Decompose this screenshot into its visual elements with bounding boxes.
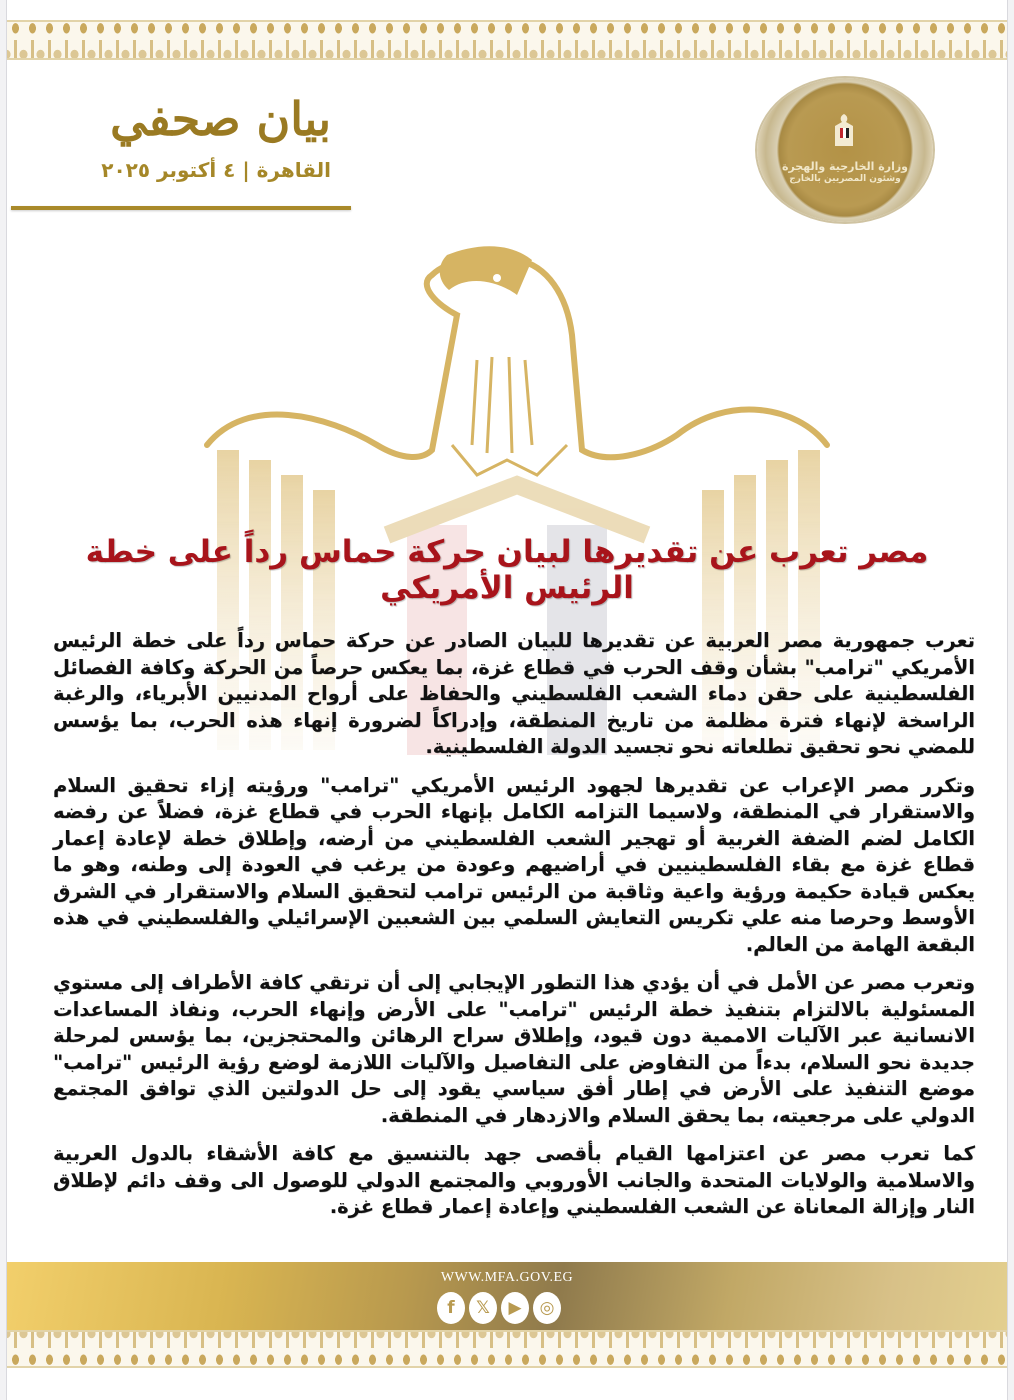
press-release-page [6, 0, 1008, 1400]
facebook-icon[interactable]: f [437, 1292, 465, 1324]
x-icon[interactable]: 𝕏 [469, 1292, 497, 1324]
paragraph: وتعرب مصر عن الأمل في أن يؤدي هذا التطور الإيجابي إلى أن ترتقي كافة الأطراف إلى مستوي المسئولية بالالتزام بتنفيذ خطة الرئيس "ترامب" على الأرض وإنهاء الحرب، ونفاذ المساعدات الانسانية عبر الآليات الاممية دون قيود، وإطلاق سراح الرهائن والمحتجزين، بما يؤسس لمرحلة جديدة نحو السلام، بدءاً من التفاوض على التفاصيل والآليات اللازمة لوضع رؤية الرئيس "ترامب" موضع التنفيذ على الأرض في إطار أفق سياسي يقود إلى حل الدولتين الذي توافق المجتمع الدولي على مرجعيته، بما يحقق السلام والازدهار في المنطقة. [53, 971, 975, 1127]
social-links [437, 1292, 561, 1324]
seal-ministry-name: وزارة الخارجية والهجرة [781, 160, 909, 173]
top-ornamental-border [7, 20, 1007, 60]
ministry-seal-logo [757, 78, 933, 222]
seal-text [777, 160, 913, 186]
document-title: بيان صحفي [110, 92, 331, 146]
headline: مصر تعرب عن تقديرها لبيان حركة حماس رداً على خطة الرئيس الأمريكي [85, 534, 929, 606]
eagle-emblem-icon [831, 112, 857, 152]
bottom-ornamental-border [7, 1330, 1007, 1368]
youtube-icon[interactable]: ▶ [501, 1292, 529, 1324]
instagram-icon[interactable]: ◎ [533, 1292, 561, 1324]
statement-body [53, 628, 975, 1233]
date-line: القاهرة | ٤ أكتوبر ٢٠٢٥ [101, 158, 331, 182]
paragraph: كما تعرب مصر عن اعتزامها القيام بأقصى جهد بالتنسيق مع كافة الأشقاء بالدول العربية والاسلامية والولايات المتحدة والجانب الأوروبي والمجتمع الدولي للوصول الى وقف دائم لإطلاق النار وإزالة المعاناة عن الشعب الفلسطيني وإعادة إعمار قطاع غزة. [53, 1142, 975, 1218]
footer-band [7, 1262, 1007, 1334]
paragraph: تعرب جمهورية مصر العربية عن تقديرها للبيان الصادر عن حركة حماس رداً على خطة الرئيس الأمريكي "ترامب" بشأن وقف الحرب في قطاع غزة، بما يعكس حرصاً من الحركة وكافة الفصائل الفلسطينية على حقن دماء الشعب الفلسطيني والحفاظ على أرواح المدنيين الأبرياء، والرغبة الراسخة لإنهاء فترة مظلمة من تاريخ المنطقة، وإدراكاً لضرورة إنهاء هذه الحرب، بما يؤسس للمضي نحو تحقيق تطلعاته نحو تجسيد الدولة الفلسطينية. [53, 629, 975, 758]
header-divider [11, 206, 351, 210]
website-link[interactable]: WWW.MFA.GOV.EG [440, 1270, 574, 1285]
seal-ministry-subtitle: وشئون المصريين بالخارج [789, 174, 901, 184]
paragraph: وتكرر مصر الإعراب عن تقديرها لجهود الرئيس الأمريكي "ترامب" ورؤيته إزاء تحقيق السلام والاستقرار في المنطقة، ولاسيما التزامه الكامل بإنهاء الحرب في قطاع غزة، فضلاً عن رفضه الكامل لضم الضفة الغربية أو تهجير الشعب الفلسطيني من أرضه، وإطلاق خطة لإعادة إعمار قطاع غزة مع بقاء الفلسطينيين في أراضيهم وعودة من يرغب في العودة إلى وطنه، وهو ما يعكس قيادة حكيمة ورؤية واعية وثاقبة من الرئيس ترامب لتحقيق السلام والاستقرار في الشرق الأوسط وحرصا منه علي تكريس التعايش السلمي بين الشعبين الإسرائيلي والفلسطيني في هذه البقعة الهامة من العالم. [53, 773, 975, 956]
